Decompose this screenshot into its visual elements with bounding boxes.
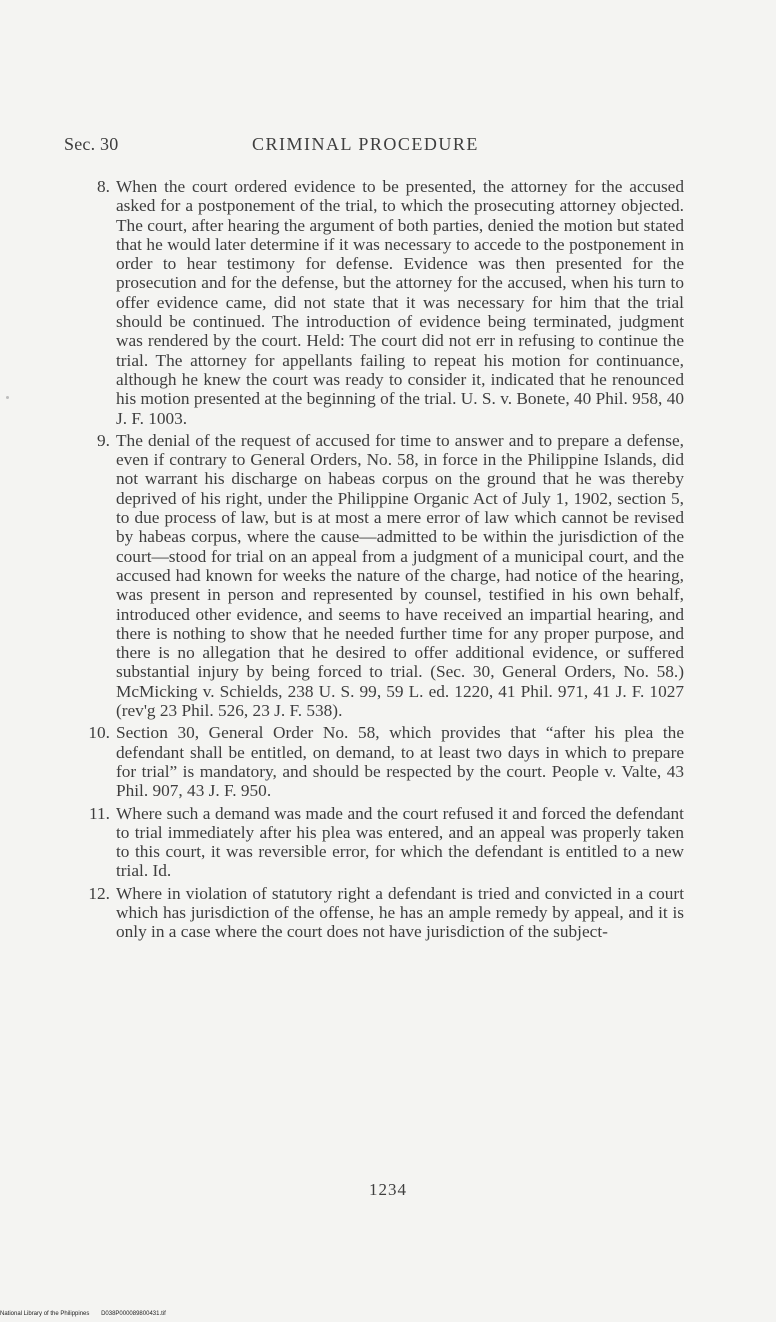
scan-footer [0, 1311, 176, 1317]
annotation-list [80, 177, 684, 945]
annotation-text: The denial of the request of accused for time to answer and to prepare a defense, even if contrary to General Orders, No. 58, in force in the Philippine Islands, did not warrant his discharge on habeas corpus on the ground that he was thereby deprived of his right, under the Philippine Organic Act of July 1, 1902, section 5, to due process of law, but is at most a mere error of law which cannot be revised by habeas corpus, where the cause—admitted to be within the jurisdiction of the court—stood for trial on an appeal from a judgment of a municipal court, and the accused had known for weeks the nature of the charge, had notice of the hearing, was present in person and represented by counsel, testified in his own behalf, introduced other evidence, and seems to have received an impartial hearing, and there is nothing to show that he needed further time for any proper purpose, and there is no allegation that he desired to offer additional evidence, or suffered substantial injury by being forced to trial. (Sec. 30, General Orders, No. 58.) McMicking v. Schields, 238 U. S. 99, 59 L. ed. 1220, 41 Phil. 971, 41 J. F. 1027 (rev'g 23 Phil. 526, 23 J. F. 538). [116, 430, 684, 721]
annotation-item-12 [80, 884, 684, 942]
library-credit: National Library of the Philippines [0, 1311, 90, 1317]
annotation-item-9 [80, 431, 684, 720]
annotation-item-8 [80, 177, 684, 428]
annotation-number: 10. [88, 723, 110, 743]
annotation-number: 8. [97, 177, 110, 196]
running-title: CRIMINAL PROCEDURE [252, 134, 479, 154]
annotation-text: Where in violation of statutory right a defendant is tried and convicted in a court which has jurisdiction of the offense, he has an ample remedy by appeal, and it is only in a case where the court does not have jurisdiction of the subject- [116, 883, 684, 942]
annotation-text: Where such a demand was made and the court refused it and forced the defendant to trial immediately after his plea was entered, and an appeal was properly taken to this court, it was reversible error, for which the defendant is entitled to a new trial. Id. [116, 803, 684, 881]
annotation-text: Section 30, General Order No. 58, which provides that “after his plea the defendant shall be entitled, on demand, to at least two days in which to prepare for trial” is mandatory, and should be respected by the court. People v. Valte, 43 Phil. 907, 43 J. F. 950. [116, 723, 684, 801]
annotation-number: 12. [88, 883, 110, 903]
page-number: 1234 [369, 1180, 407, 1199]
annotation-number: 9. [97, 430, 110, 450]
file-identifier: D038P000089800431.tif [101, 1311, 166, 1317]
margin-mark [6, 396, 9, 399]
section-number: Sec. 30 [64, 134, 119, 154]
annotation-item-10 [80, 723, 684, 800]
annotation-number: 11. [89, 803, 110, 823]
running-header [64, 134, 694, 158]
annotation-item-11 [80, 804, 684, 881]
annotation-text: When the court ordered evidence to be presented, the attorney for the accused asked for a postponement of the trial, to which the prosecuting attorney objected. The court, after hearing the argument of both parties, denied the motion but stated that he would later determine if it was necessary to accede to the postponement in order to hear testimony for defense. Evidence was then presented for the prosecution and for the defense, but the attorney for the accused, when his turn to offer evidence came, did not state that it was necessary for him that the trial should be continued. The introduction of evidence being terminated, judgment was rendered by the court. Held: The court did not err in refusing to continue the trial. The attorney for appellants failing to repeat his motion for continuance, although he knew the court was ready to consider it, indicated that he renounced his motion presented at the beginning of the trial. U. S. v. Bonete, 40 Phil. 958, 40 J. F. 1003. [116, 177, 684, 428]
